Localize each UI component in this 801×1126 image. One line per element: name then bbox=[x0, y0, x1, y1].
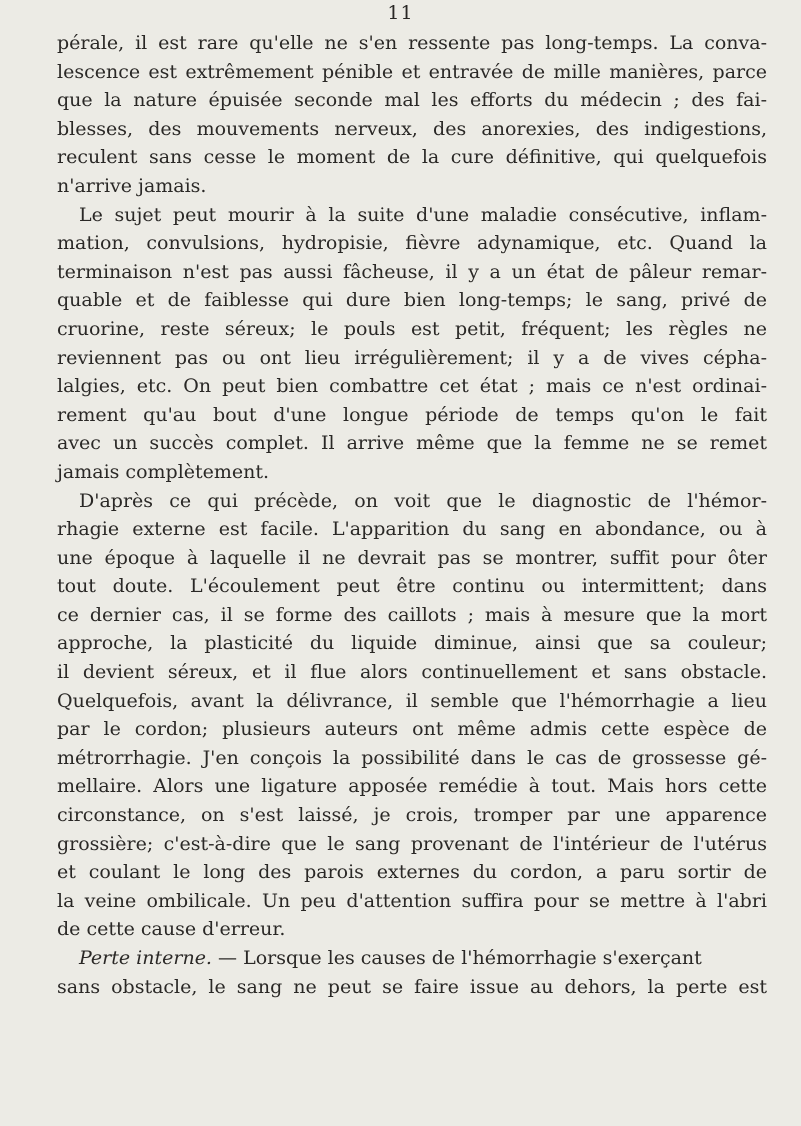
text-line: rhagie externe est facile. L'apparition du sang en abondance, ou à bbox=[57, 518, 767, 541]
text-line: mellaire. Alors une ligature apposée remédie à tout. Mais hors cette bbox=[57, 775, 767, 798]
paragraph-start: Le sujet peut mourir à la suite d'une maladie consécutive, inflam- bbox=[79, 203, 767, 226]
text-line: cruorine, reste séreux; le pouls est petit, fréquent; les règles ne bbox=[57, 317, 767, 340]
text-line: mation, convulsions, hydropisie, fièvre adynamique, etc. Quand la bbox=[57, 232, 767, 255]
text-line: lescence est extrêmement pénible et entravée de mille manières, parce bbox=[57, 60, 767, 83]
text-line: n'arrive jamais. bbox=[57, 174, 207, 197]
section-paragraph-start bbox=[57, 944, 767, 973]
text-line: blesses, des mouvements nerveux, des anorexies, des indigestions, bbox=[57, 117, 767, 140]
text-line: sans obstacle, le sang ne peut se faire issue au dehors, la perte est bbox=[57, 975, 767, 998]
text-line: quable et de faiblesse qui dure bien long-temps; le sang, privé de bbox=[57, 289, 767, 312]
text-line: tout doute. L'écoulement peut être continu ou intermittent; dans bbox=[57, 575, 767, 598]
text-line: jamais complètement. bbox=[57, 460, 270, 483]
text-line: de cette cause d'erreur. bbox=[57, 918, 286, 941]
text-line: approche, la plasticité du liquide diminue, ainsi que sa couleur; bbox=[57, 632, 767, 655]
text-line: — Lorsque les causes de l'hémorrhagie s'exerçant bbox=[218, 947, 702, 969]
section-heading: Perte interne. bbox=[79, 947, 212, 969]
text-line: lalgies, etc. On peut bien combattre cet état ; mais ce n'est ordinai- bbox=[57, 375, 767, 398]
text-line: une époque à laquelle il ne devrait pas se montrer, suffit pour ôter bbox=[57, 546, 767, 569]
text-line: la veine ombilicale. Un peu d'attention suffira pour se mettre à l'abri bbox=[57, 889, 767, 912]
text-line: pérale, il est rare qu'elle ne s'en ressente pas long-temps. La conva- bbox=[57, 32, 767, 54]
text-line: Quelquefois, avant la délivrance, il semble que l'hémorrhagie a lieu bbox=[57, 689, 767, 712]
text-line: ce dernier cas, il se forme des caillots ; mais à mesure que la mort bbox=[57, 603, 767, 626]
text-line: grossière; c'est-à-dire que le sang provenant de l'intérieur de l'utérus bbox=[57, 832, 767, 855]
text-line: et coulant le long des parois externes du cordon, a paru sortir de bbox=[57, 861, 767, 884]
page-number: 11 bbox=[387, 2, 414, 24]
body-text bbox=[57, 29, 767, 1001]
text-line: terminaison n'est pas aussi fâcheuse, il y a un état de pâleur remar- bbox=[57, 260, 767, 283]
text-line: il devient séreux, et il flue alors continuellement et sans obstacle. bbox=[57, 661, 767, 684]
text-line: avec un succès complet. Il arrive même que la femme ne se remet bbox=[57, 432, 767, 455]
text-line: circonstance, on s'est laissé, je crois, tromper par une apparence bbox=[57, 804, 767, 827]
text-line: reviennent pas ou ont lieu irrégulièrement; il y a de vives cépha- bbox=[57, 346, 767, 369]
text-line: rement qu'au bout d'une longue période de temps qu'on le fait bbox=[57, 403, 767, 426]
text-line: par le cordon; plusieurs auteurs ont même admis cette espèce de bbox=[57, 718, 767, 741]
text-line: métrorrhagie. J'en conçois la possibilité dans le cas de grossesse gé- bbox=[57, 746, 767, 769]
paragraph-start: D'après ce qui précède, on voit que le diagnostic de l'hémor- bbox=[79, 489, 767, 512]
text-line: que la nature épuisée seconde mal les efforts du médecin ; des fai- bbox=[57, 89, 767, 112]
text-line: reculent sans cesse le moment de la cure définitive, qui quelquefois bbox=[57, 146, 767, 169]
